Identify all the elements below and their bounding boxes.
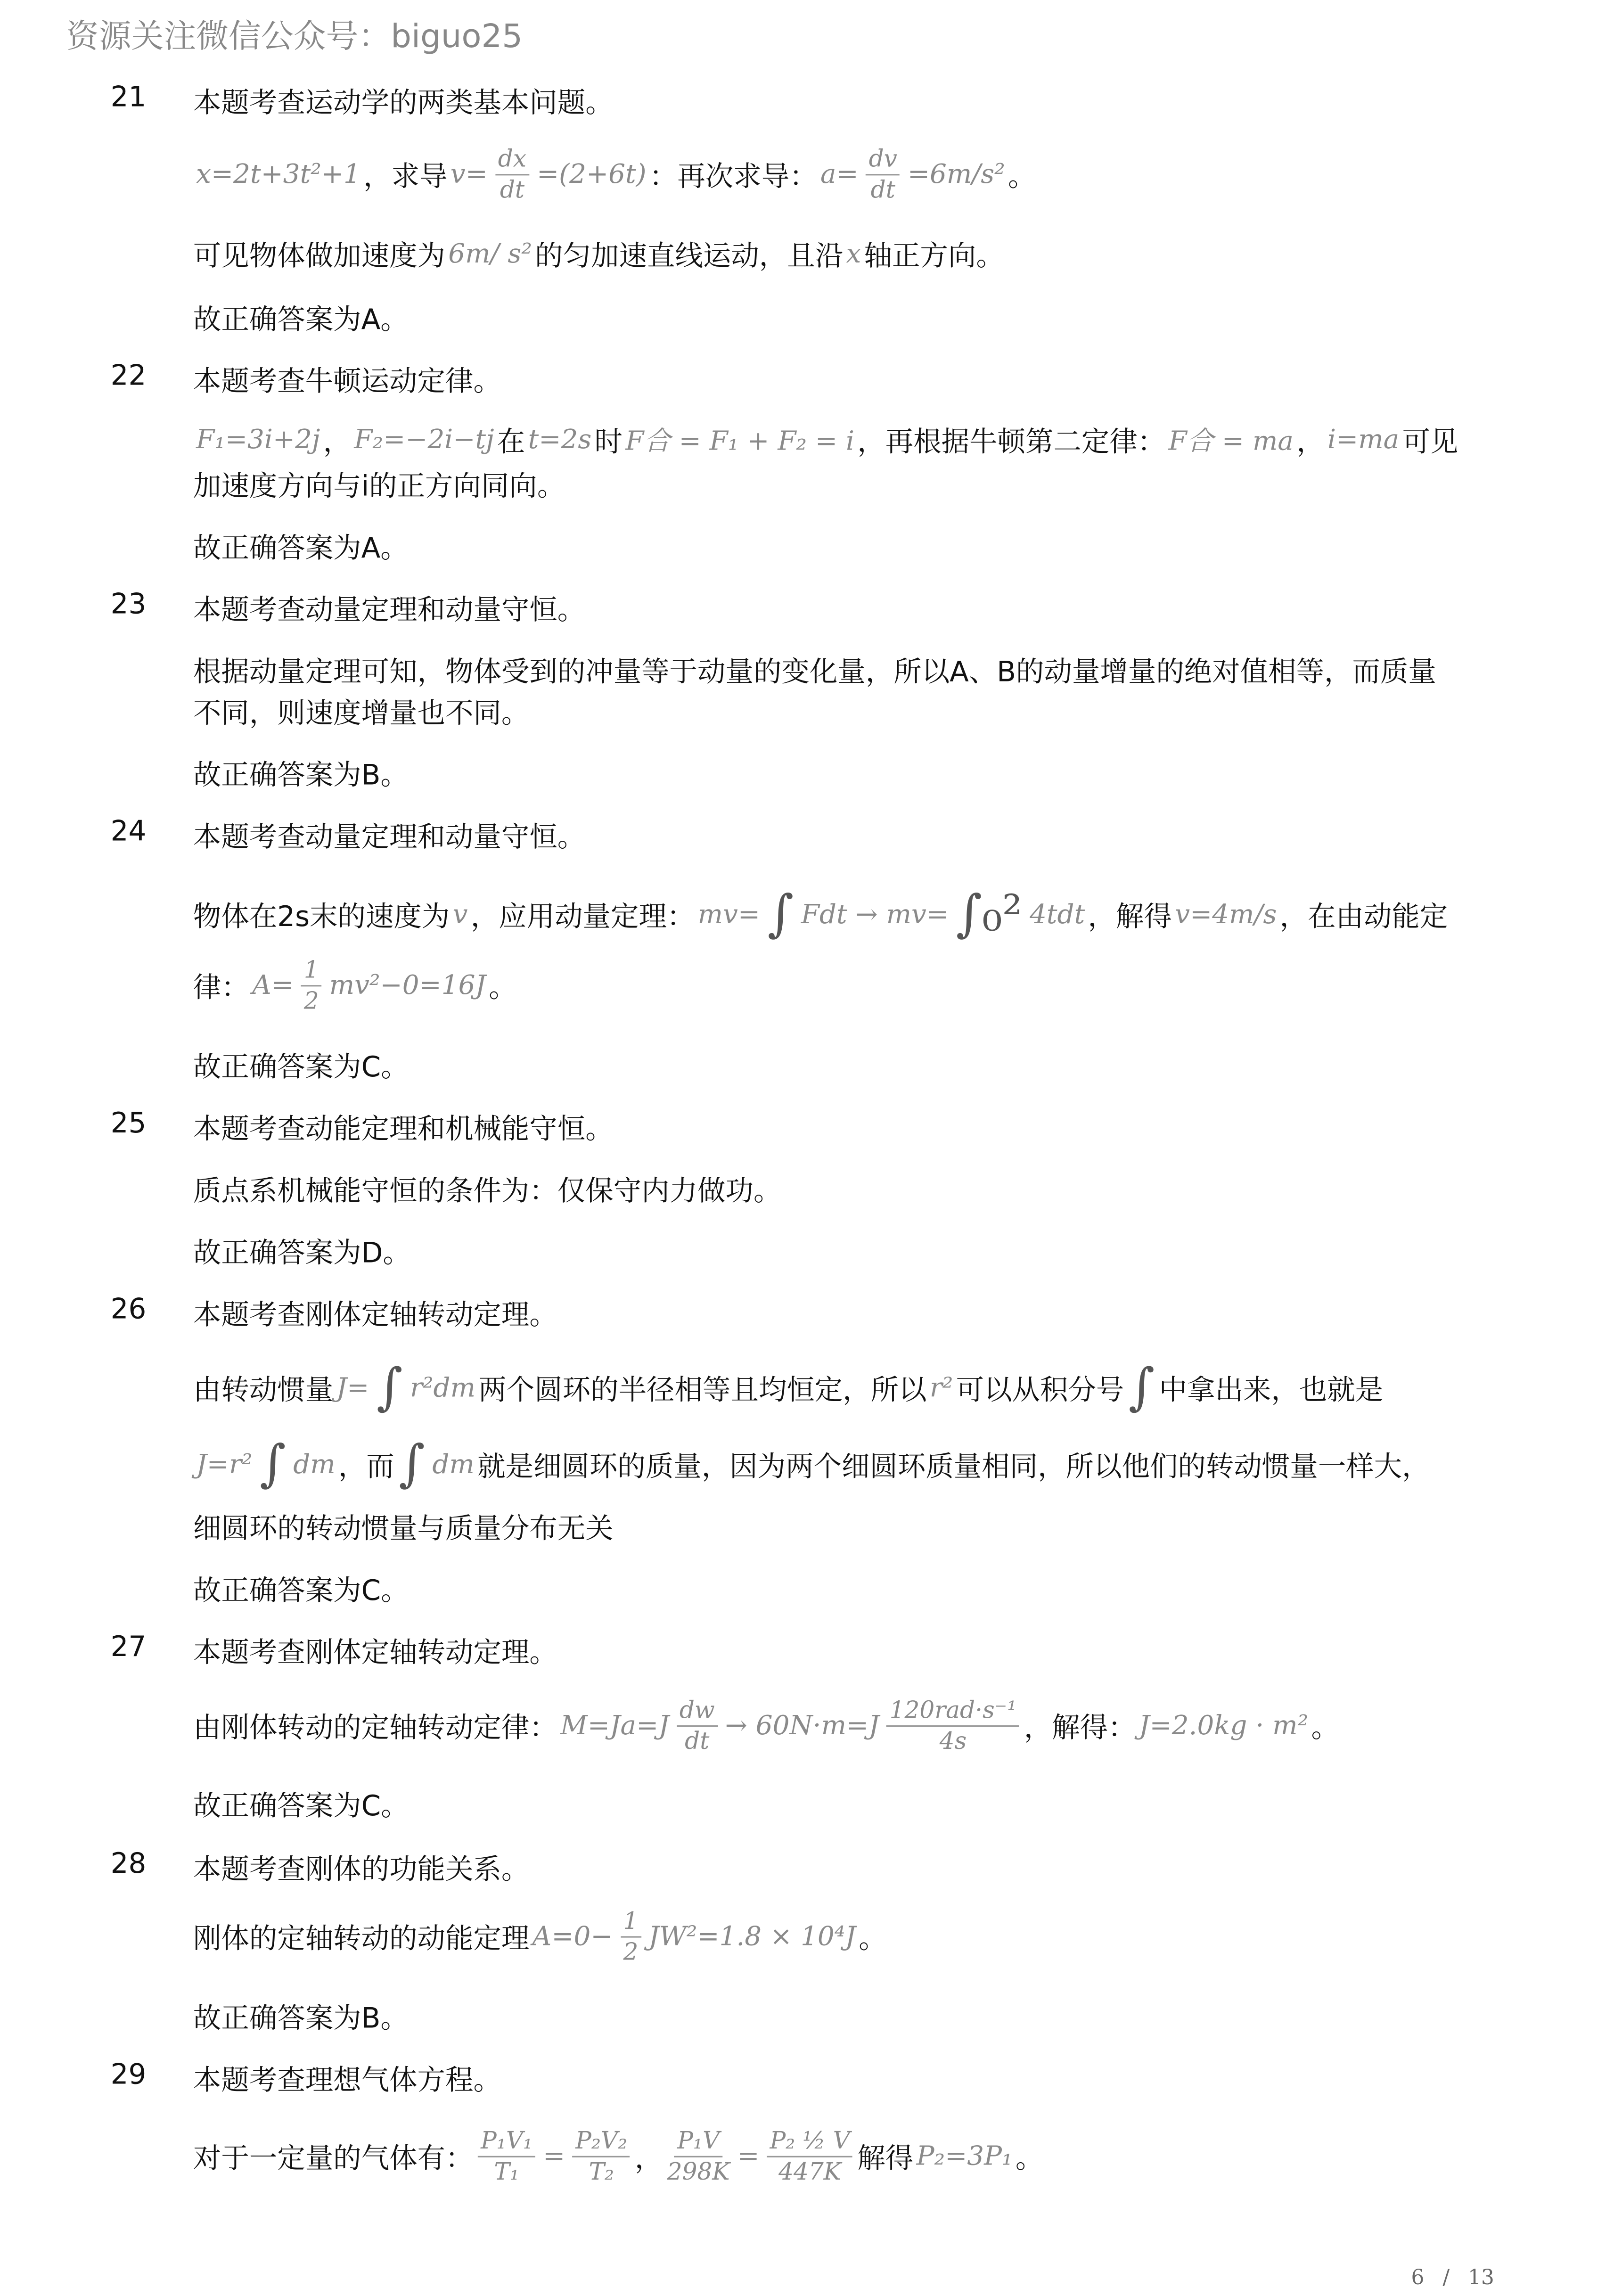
text-segment: 故正确答案为C。 xyxy=(193,1050,409,1083)
math-expression: mv²−0=16J xyxy=(329,969,486,1001)
page-indicator xyxy=(1411,2266,1494,2290)
answer-line xyxy=(193,885,1448,944)
math-expression: r² xyxy=(929,1372,953,1403)
text-segment: 不同，则速度增量也不同。 xyxy=(193,697,530,730)
question-number: 22 xyxy=(110,360,147,393)
math-expression: Fdt → mv= xyxy=(801,899,949,930)
answer-line xyxy=(193,360,501,398)
answer-line xyxy=(193,298,409,336)
text-segment: 根据动量定理可知，物体受到的冲量等于动量的变化量，所以A、B的动量增量的绝对值相等，而质量 xyxy=(193,655,1436,688)
text-segment: ， xyxy=(323,425,352,458)
fraction xyxy=(573,2126,631,2186)
fraction-denominator: 4s xyxy=(939,1726,967,1755)
math-expression: M=Ja=J xyxy=(560,1710,669,1741)
answer-line xyxy=(193,1631,557,1669)
fraction-numerator: 1 xyxy=(301,955,322,986)
answer-line xyxy=(193,650,1436,689)
answer-line xyxy=(193,235,1004,273)
text-segment: 的匀加速直线运动，且沿 xyxy=(535,239,844,272)
text-segment: 中拿出来，也就是 xyxy=(1159,1373,1384,1406)
question-number: 26 xyxy=(110,1293,147,1326)
text-segment: ， xyxy=(1296,425,1325,458)
math-expression: =(2+6t) xyxy=(536,158,647,190)
math-expression: dm xyxy=(293,1449,336,1480)
question-number: 23 xyxy=(110,588,147,621)
math-expression: x xyxy=(846,238,861,270)
answer-line xyxy=(193,1784,409,1822)
integral-sign: ∫ xyxy=(1128,1358,1155,1418)
text-segment: ，而 xyxy=(338,1450,394,1483)
text-segment: 。 xyxy=(1008,160,1036,193)
fraction-denominator: 2 xyxy=(623,1937,639,1965)
page-separator: / xyxy=(1442,2266,1450,2290)
watermark-header: 资源关注微信公众号：biguo25 xyxy=(66,19,523,56)
integral-sign: ∫ xyxy=(399,1435,425,1494)
text-segment: 。 xyxy=(1311,1711,1339,1744)
fraction-denominator: T₂ xyxy=(589,2157,614,2185)
answer-line xyxy=(193,1906,887,1965)
text-segment: 故正确答案为A。 xyxy=(193,532,409,564)
math-expression: x=2t+3t²+1 xyxy=(196,158,360,190)
text-segment: 加速度方向与i的正方向同向。 xyxy=(193,469,565,502)
answer-line xyxy=(193,465,565,503)
fraction xyxy=(478,2126,536,2186)
current-page: 6 xyxy=(1411,2266,1425,2290)
text-segment: 解得 xyxy=(857,2142,914,2174)
answer-line xyxy=(193,955,517,1014)
fraction xyxy=(495,144,529,204)
text-segment: 故正确答案为A。 xyxy=(193,303,409,336)
fraction xyxy=(620,1906,641,1966)
text-segment: 本题考查牛顿运动定律。 xyxy=(193,365,501,398)
answer-line xyxy=(193,1695,1339,1755)
text-segment: ，求导 xyxy=(363,160,448,193)
text-segment: 。 xyxy=(1015,2142,1044,2174)
text-segment: 本题考查动能定理和机械能守恒。 xyxy=(193,1112,614,1145)
text-segment: 律： xyxy=(193,971,249,1004)
fraction-denominator: dt xyxy=(500,174,524,203)
math-expression: J=2.0kg · m² xyxy=(1139,1710,1309,1741)
text-segment: 。 xyxy=(859,1922,887,1955)
fraction xyxy=(767,2126,853,2186)
answer-line xyxy=(193,1848,529,1886)
text-segment: 可以从积分号 xyxy=(956,1373,1124,1406)
question-number: 24 xyxy=(110,815,147,848)
fraction xyxy=(677,1695,718,1755)
math-expression: 6m/ s² xyxy=(448,238,532,270)
integral-sign: ∫₀² xyxy=(956,885,1023,944)
math-expression: JW²=1.8 × 10⁴J xyxy=(648,1920,856,1952)
text-segment: 本题考查刚体定轴转动定理。 xyxy=(193,1636,557,1669)
fraction-denominator: 298K xyxy=(667,2157,730,2185)
text-segment: ， xyxy=(634,2142,663,2174)
answer-line xyxy=(193,81,614,119)
math-expression: i=ma xyxy=(1327,424,1400,455)
answer-line xyxy=(193,1231,411,1270)
text-segment: 故正确答案为D。 xyxy=(193,1236,411,1269)
integral-sign: ∫ xyxy=(767,885,794,944)
text-segment: 物体在2s末的速度为 xyxy=(193,900,450,933)
answer-line xyxy=(193,526,409,565)
question-number: 28 xyxy=(110,1847,147,1880)
math-expression: v= xyxy=(450,158,488,190)
text-segment: 由刚体转动的定轴转动定律： xyxy=(193,1711,557,1744)
answer-line xyxy=(193,1107,614,1146)
answer-line xyxy=(193,1358,1384,1418)
math-expression: → 60N·m=J xyxy=(725,1710,879,1741)
math-expression: v xyxy=(452,899,468,930)
fraction xyxy=(667,2126,730,2186)
answer-line xyxy=(193,420,1458,459)
text-segment: 可见 xyxy=(1402,425,1458,458)
text-segment: 本题考查运动学的两类基本问题。 xyxy=(193,86,614,119)
text-segment: ，在由动能定 xyxy=(1279,900,1448,933)
text-segment: 本题考查动量定理和动量守恒。 xyxy=(193,593,586,626)
math-expression: A= xyxy=(252,969,294,1001)
question-number: 27 xyxy=(110,1631,147,1664)
text-segment: 在 xyxy=(497,425,525,458)
answer-line xyxy=(193,1435,1430,1494)
math-expression: F₁=3i+2j xyxy=(196,424,320,455)
fraction-numerator: 1 xyxy=(620,1906,641,1937)
text-segment: 可见物体做加速度为 xyxy=(193,239,446,272)
text-segment: 故正确答案为B。 xyxy=(193,2001,409,2034)
math-expression: A=0− xyxy=(532,1920,613,1952)
text-segment: ，解得： xyxy=(1024,1711,1136,1744)
fraction xyxy=(886,1695,1019,1755)
answer-line xyxy=(193,589,585,627)
text-segment: ，应用动量定理： xyxy=(470,900,695,933)
text-segment: 本题考查刚体的功能关系。 xyxy=(193,1853,530,1886)
math-expression: v=4m/s xyxy=(1175,899,1277,930)
math-expression: F合 = F₁ + F₂ = i xyxy=(625,426,855,458)
math-expression: P₂=3P₁ xyxy=(916,2140,1013,2172)
text-segment: 由转动惯量 xyxy=(193,1373,334,1406)
text-segment: ，解得 xyxy=(1088,900,1172,933)
text-segment: 。 xyxy=(489,971,517,1004)
answer-line xyxy=(193,1997,409,2035)
answer-line xyxy=(193,815,585,853)
answer-line xyxy=(193,1169,782,1207)
answer-line xyxy=(193,692,529,730)
math-expression: =6m/s² xyxy=(907,158,1005,190)
text-segment: 本题考查理想气体方程。 xyxy=(193,2064,501,2097)
math-expression: a= xyxy=(820,158,859,190)
text-segment: 两个圆环的半径相等且均恒定，所以 xyxy=(478,1373,927,1406)
text-segment: 故正确答案为B。 xyxy=(193,758,409,791)
math-expression: F合 = ma xyxy=(1168,426,1294,458)
integral-sign: ∫ xyxy=(260,1435,286,1494)
answer-line xyxy=(193,1293,557,1331)
text-segment: 质点系机械能守恒的条件为：仅保守内力做功。 xyxy=(193,1174,782,1207)
math-expression: J=r² xyxy=(196,1449,253,1480)
fraction-numerator: 120rad·s⁻¹ xyxy=(886,1695,1019,1726)
fraction xyxy=(301,955,322,1015)
total-pages: 13 xyxy=(1468,2266,1494,2290)
text-segment: 对于一定量的气体有： xyxy=(193,2142,474,2174)
question-number: 21 xyxy=(110,81,147,114)
text-segment: 本题考查动量定理和动量守恒。 xyxy=(193,820,586,853)
fraction-denominator: dt xyxy=(685,1726,710,1755)
fraction-numerator: P₁V xyxy=(674,2126,722,2157)
text-segment: 细圆环的转动惯量与质量分布无关 xyxy=(193,1512,614,1545)
text-segment: 故正确答案为C。 xyxy=(193,1789,409,1822)
math-expression: dm xyxy=(432,1449,475,1480)
text-segment: ：再次求导： xyxy=(649,160,818,193)
fraction-denominator: 447K xyxy=(778,2157,842,2185)
math-expression: r²dm xyxy=(410,1372,476,1403)
math-expression: mv= xyxy=(697,899,761,930)
question-number: 29 xyxy=(110,2058,147,2091)
integral-sign: ∫ xyxy=(376,1358,403,1418)
answer-line xyxy=(193,754,409,792)
math-expression: t=2s xyxy=(528,424,592,455)
fraction-numerator: dw xyxy=(677,1695,718,1726)
text-segment: 轴正方向。 xyxy=(864,239,1004,272)
fraction-denominator: T₁ xyxy=(494,2157,519,2185)
math-expression: J= xyxy=(336,1372,369,1403)
math-expression: F₂=−2i−tj xyxy=(354,424,494,455)
question-number: 25 xyxy=(110,1107,147,1140)
answer-line xyxy=(193,2125,1044,2185)
text-segment: 时 xyxy=(594,425,623,458)
fraction-numerator: dv xyxy=(866,144,900,175)
math-expression: 4tdt xyxy=(1030,899,1085,930)
answer-line xyxy=(193,144,1036,203)
answer-line xyxy=(193,2058,501,2097)
fraction xyxy=(866,144,900,204)
math-expression: = xyxy=(543,2140,565,2172)
fraction-numerator: P₁V₁ xyxy=(478,2126,536,2157)
fraction-denominator: 2 xyxy=(303,985,319,1014)
answer-line xyxy=(193,1046,409,1084)
fraction-numerator: P₂ ½ V xyxy=(767,2126,853,2157)
answer-line xyxy=(193,1507,614,1545)
text-segment: 本题考查刚体定轴转动定理。 xyxy=(193,1298,557,1331)
fraction-denominator: dt xyxy=(870,174,895,203)
text-segment: ，再根据牛顿第二定律： xyxy=(857,425,1166,458)
text-segment: 就是细圆环的质量，因为两个细圆环质量相同，所以他们的转动惯量一样大， xyxy=(477,1450,1430,1483)
fraction-numerator: P₂V₂ xyxy=(573,2126,631,2157)
math-expression: = xyxy=(737,2140,760,2172)
text-segment: 故正确答案为C。 xyxy=(193,1574,409,1607)
fraction-numerator: dx xyxy=(495,144,529,175)
answer-line xyxy=(193,1569,409,1607)
text-segment: 刚体的定轴转动的动能定理 xyxy=(193,1922,530,1955)
